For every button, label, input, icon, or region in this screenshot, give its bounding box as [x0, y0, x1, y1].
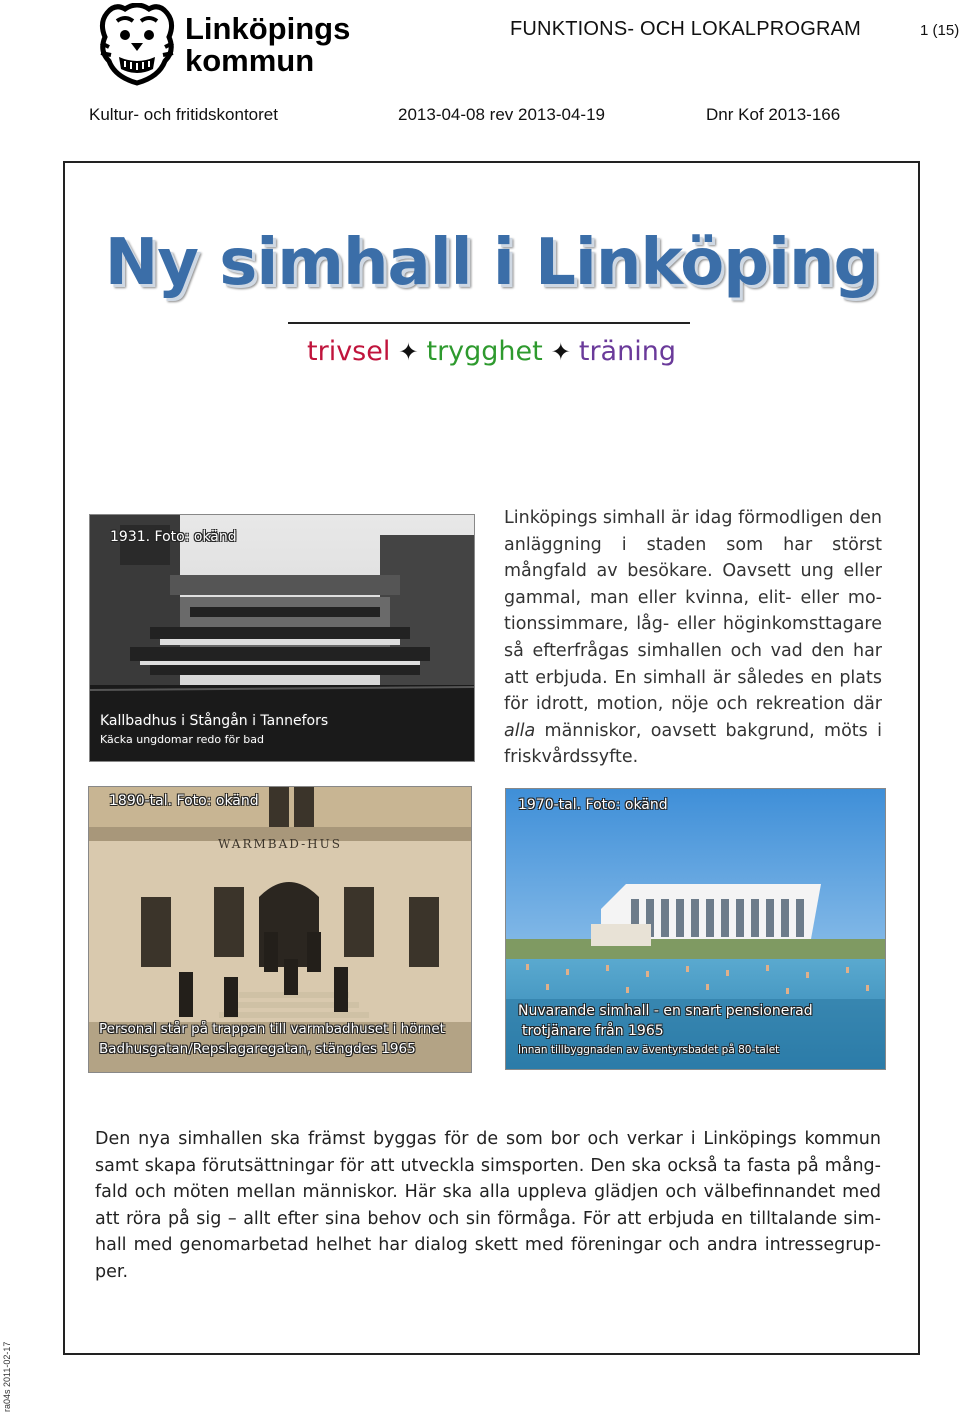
sparkle-icon: ✦	[398, 338, 419, 366]
intro-emphasis: alla	[504, 720, 536, 741]
photo-simhall-1970	[505, 788, 886, 1070]
photo-kallbadhus-1931	[89, 514, 475, 762]
photo-year-label: 1970-tal. Foto: okänd	[518, 797, 668, 813]
photo-caption: Kallbadhus i Stångån i Tannefors	[100, 713, 329, 729]
document-type: FUNKTIONS- OCH LOKALPROGRAM	[510, 18, 861, 40]
form-code: ra04s 2011-02-17	[2, 1341, 12, 1412]
page-title: Ny simhall i Linköping	[104, 226, 879, 300]
tagline-word-2: trygghet	[426, 336, 543, 367]
photo-caption: Nuvarande simhall - en snart pensionerad	[518, 1003, 813, 1019]
photo-subcaption: Innan tillbyggnaden av äventyrsbadet på 80-talet	[518, 1044, 780, 1056]
warmbadhus-sign: WARMBAD-HUS	[218, 837, 342, 851]
sparkle-icon: ✦	[550, 338, 571, 366]
photo-subcaption: Käcka ungdomar redo för bad	[100, 733, 264, 746]
tagline-word-3: träning	[578, 336, 676, 367]
photo-caption-line-2: trotjänare från 1965	[522, 1023, 664, 1039]
page-number: 1 (15)	[920, 22, 960, 39]
title-divider	[288, 322, 690, 324]
lion-crest-icon	[95, 3, 179, 87]
document-number: Dnr Kof 2013-166	[706, 105, 841, 124]
photo-year-label: 1890-tal. Foto: okänd	[109, 793, 259, 809]
tagline	[63, 336, 920, 367]
municipality-logo	[95, 3, 395, 87]
intro-paragraph	[504, 505, 882, 771]
photo-caption: Personal står på trappan till varmbadhuset i hörnet	[99, 1021, 445, 1037]
logo-line-2: kommun	[185, 43, 315, 78]
summary-paragraph: Den nya simhallen ska främst byggas för de som bor och verkar i Linköpings kommun samt skapa förutsättningar för att utveckla simsporten. Den ska också ta fasta på mångfald och möten mellan människor. Här ska alla uppleva glädjen och välbefinnandet med att röra på sig – allt efter sina behov och sin förmåga. För att erbjuda en tilltalande simhall med genomarbetad helhet har dialog skett med föreningar och andra intressegrupper.	[95, 1129, 881, 1282]
photo-caption-line-2: Badhusgatan/Repslagaregatan, stängdes 1965	[99, 1041, 416, 1057]
intro-text-start: Linköpings simhall är idag förmodligen den anläggning i staden som har störst mångfald av besökare. Oavsett ung eller gammal, man eller kvinna, elit- eller motionssimmare, låg- eller höginkomsttagare så efterfrågas simhallen och vad den har att erbjuda. En simhall är således en plats för idrott, motion, nöje och rekreation där	[504, 508, 882, 715]
tagline-word-1: trivsel	[307, 336, 391, 367]
office-name: Kultur- och fritidskontoret	[89, 105, 278, 124]
photo-year-label: 1931. Foto: okänd	[110, 529, 237, 545]
document-date: 2013-04-08 rev 2013-04-19	[398, 105, 605, 124]
logo-line-1: Linköpings	[185, 11, 351, 46]
intro-text-end: människor, oavsett bakgrund, möts i friskvårdssyfte.	[504, 720, 882, 768]
photo-warmbadhus-1890	[88, 786, 472, 1073]
